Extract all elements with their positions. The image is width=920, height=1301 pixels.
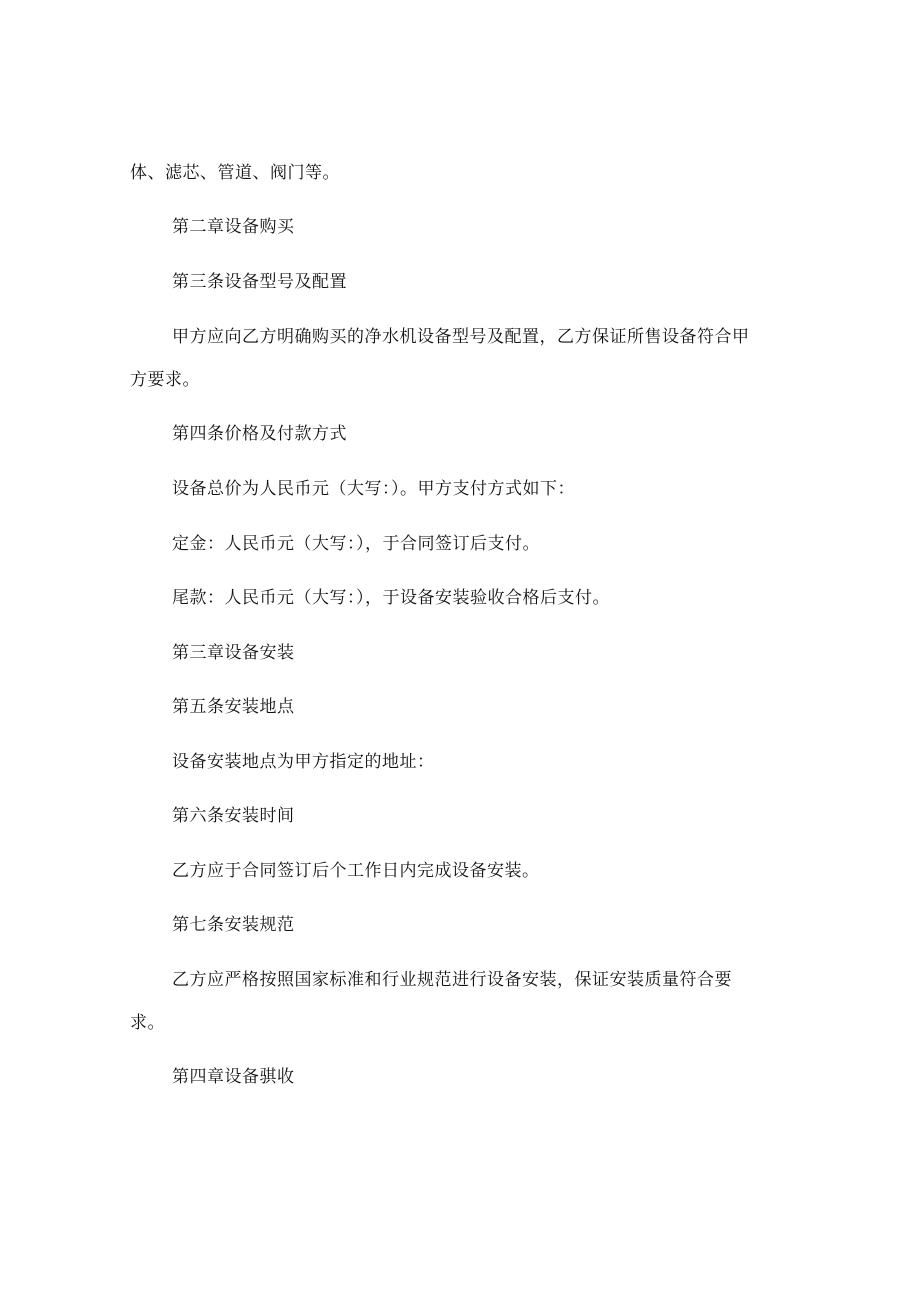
text-line-continuation: 体、滤芯、管道、阀门等。 bbox=[130, 163, 340, 183]
chapter-4-heading: 第四章设备骐收 bbox=[172, 1067, 295, 1087]
article-6-heading: 第六条安装时间 bbox=[172, 806, 295, 826]
article-5-body: 设备安装地点为甲方指定的地址： bbox=[172, 752, 435, 772]
article-4-body: 设备总价为人民币元（大写：）。甲方支付方式如下： bbox=[172, 479, 575, 499]
article-6-body: 乙方应于合同签订后个工作日内完成设备安装。 bbox=[172, 861, 540, 881]
article-4-heading: 第四条价格及付款方式 bbox=[172, 424, 347, 444]
article-3-heading: 第三条设备型号及配置 bbox=[172, 272, 347, 292]
article-3-body-line-2: 方要求。 bbox=[130, 370, 200, 390]
chapter-3-heading: 第三章设备安装 bbox=[172, 643, 295, 663]
deposit-clause: 定金：人民币元（大写：），于合同签订后支付。 bbox=[172, 534, 540, 554]
article-3-body-line-1: 甲方应向乙方明确购买的净水机设备型号及配置，乙方保证所售设备符合甲 bbox=[172, 327, 750, 347]
chapter-2-heading: 第二章设备购买 bbox=[172, 217, 295, 237]
article-7-body-line-1: 乙方应严格按照国家标准和行业规范进行设备安装，保证安装质量符合要 bbox=[172, 970, 732, 990]
article-7-heading: 第七条安装规范 bbox=[172, 915, 295, 935]
article-7-body-line-2: 求。 bbox=[130, 1013, 165, 1033]
balance-clause: 尾款：人民币元（大写：），于设备安装验收合格后支付。 bbox=[172, 588, 610, 608]
article-5-heading: 第五条安装地点 bbox=[172, 697, 295, 717]
